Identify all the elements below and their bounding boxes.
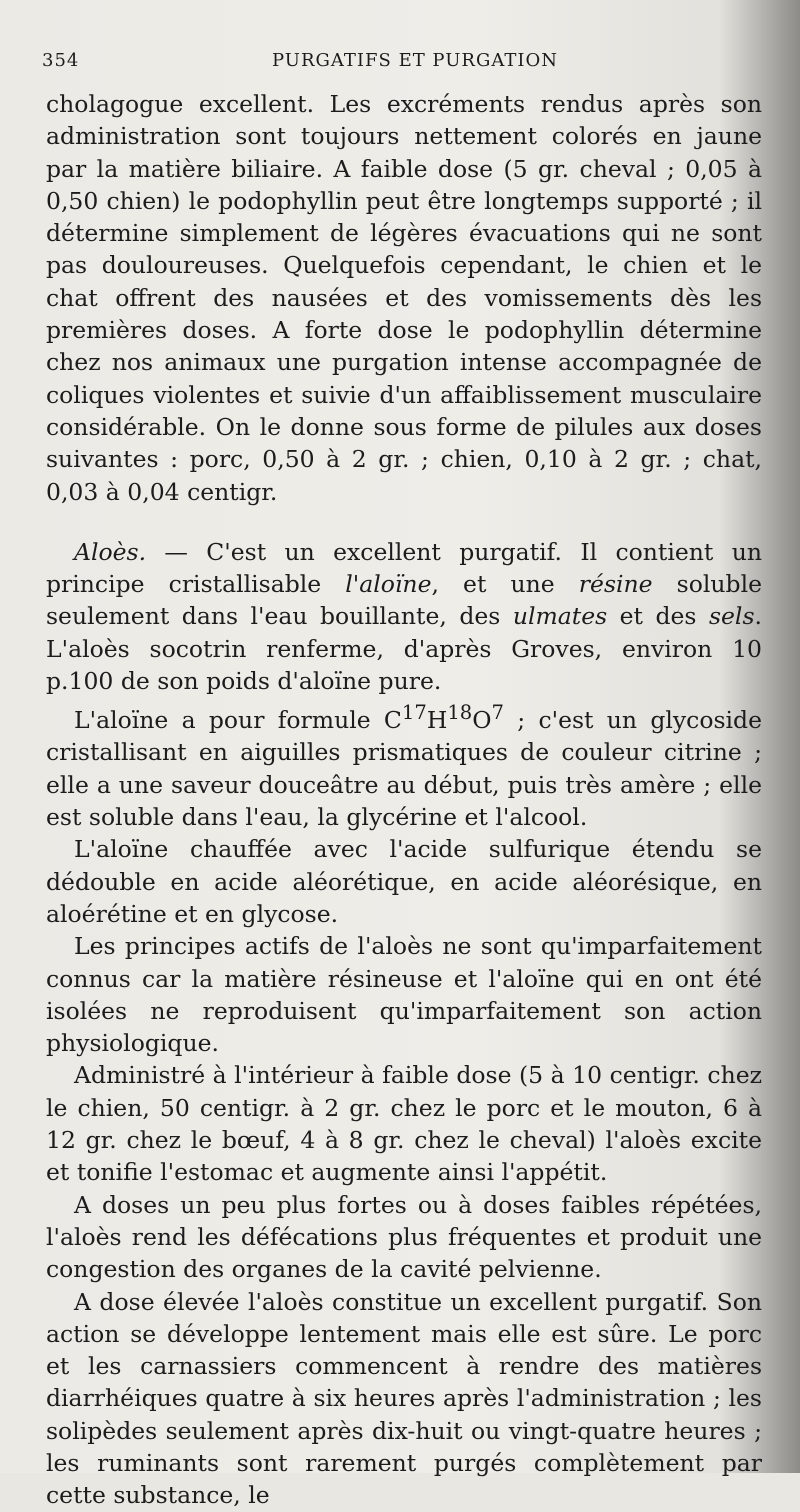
paragraph-stronger-doses: A doses un peu plus fortes ou à doses faibles répétées, l'aloès rend les défécations plus fréquentes et produit une congestion des organes de la cavité pelvienne. [46, 1190, 762, 1284]
section-title-aloes: Aloès. [74, 537, 147, 566]
paragraph-low-dose: Administré à l'intérieur à faible dose (5 à 10 centigr. chez le chien, 50 centigr. à 2 gr. chez le porc et le mouton, 6 à 12 gr. chez le bœuf, 4 à 8 gr. chez le cheval) l'aloès excite et tonifie l'estomac et augmente ainsi l'appétit. [46, 1061, 762, 1187]
paragraph-high-dose: A dose élevée l'aloès constitue un excellent purgatif. Son action se développe lentement mais elle est sûre. Le porc et les carnassiers commencent à rendre des matières diarrhéiques quatre à six heures après l'administration ; les solipèdes seulement après dix-huit ou vingt-quatre heures ; les ruminants sont rarement purgés complètement par cette substance, le [46, 1287, 762, 1510]
paragraph-aloes-intro: Aloès. — C'est un excellent purgatif. Il contient un principe cristallisable l'aloïne, et une résine soluble seulement dans l'eau bouillante, des ulmates et des sels. L'aloès socotrin renferme, d'après Groves, environ 10 p.100 de son poids d'aloïne pure. [46, 537, 762, 696]
page-body [46, 88, 762, 1512]
running-head: PURGATIFS ET PURGATION [272, 50, 558, 71]
paragraph-aloine-formula: L'aloïne a pour formule $C^{17}H^{18}O^7$ ; c'est un glycoside cristallisant en aiguilles prismatiques de couleur citrine ; elle a une saveur douceâtre au début, puis très amère ; elle est soluble dans l'eau, la glycérine et l'alcool. [46, 701, 762, 832]
paragraph-active-principles: Les principes actifs de l'aloès ne sont qu'imparfaitement connus car la matière résineuse et l'aloïne qui en ont été isolées ne reproduisent qu'imparfaitement son action physiologique. [46, 932, 762, 1058]
paragraph-podophyllin-continued: cholagogue excellent. Les excréments rendus après son administration sont toujours nettement colorés en jaune par la matière biliaire. A faible dose (5 gr. cheval ; 0,05 à 0,50 chien) le podophyllin peut être longtemps supporté ; il détermine simplement de légères évacuations qui ne sont pas douloureuses. Quelquefois cependant, le chien et le chat offrent des nausées et des vomissements dès les premières doses. A forte dose le podophyllin détermine chez nos animaux une purgation intense accompagnée de coliques violentes et suivie d'un affaiblissement musculaire considérable. On le donne sous forme de pilules aux doses suivantes : porc, 0,50 à 2 gr. ; chien, 0,10 à 2 gr. ; chat, 0,03 à 0,04 centigr. [46, 90, 762, 506]
page-header [42, 50, 762, 84]
page-number: 354 [42, 50, 80, 71]
paragraph-aloine-heated: L'aloïne chauffée avec l'acide sulfurique étendu se dédouble en acide aléorétique, en acide aléorésique, en aloérétine et en glycose. [46, 835, 762, 928]
